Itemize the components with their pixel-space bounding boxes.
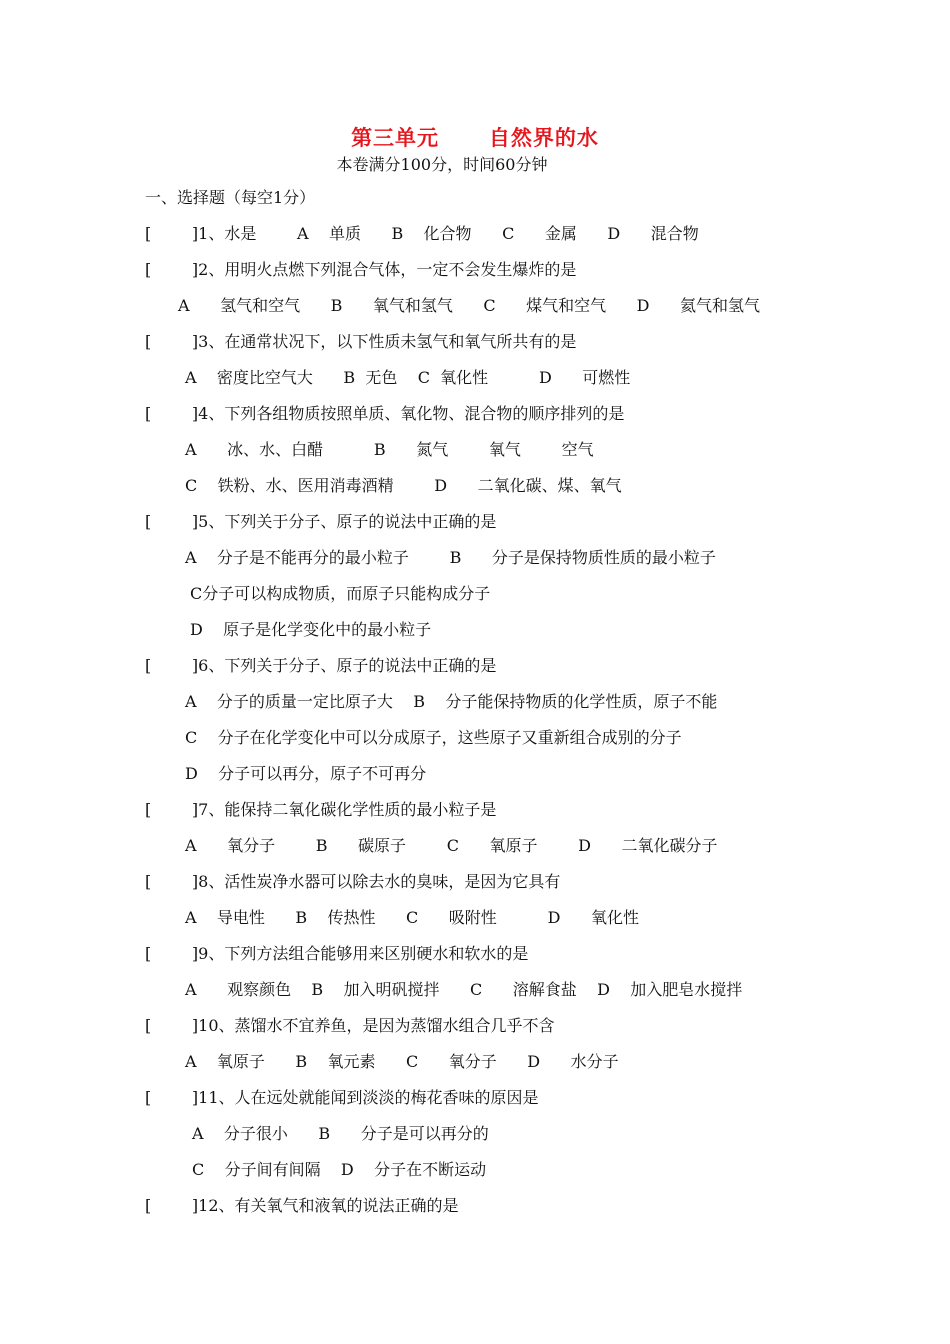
question-2: [ ]2、用明火点燃下列混合气体，一定不会发生爆炸的是: [145, 260, 577, 279]
question-12: [ ]12、有关氧气和液氧的说法正确的是: [145, 1196, 459, 1215]
question-11-options-cd: C 分子间有间隔 D 分子在不断运动: [192, 1160, 487, 1179]
question-4-options-cd: C 铁粉、水、医用消毒酒精 D 二氧化碳、煤、氧气: [185, 476, 622, 495]
question-9: [ ]9、下列方法组合能够用来区别硬水和软水的是: [145, 944, 529, 963]
question-3: [ ]3、在通常状况下，以下性质未氢气和氧气所共有的是: [145, 332, 577, 351]
section-heading: 一、选择题（每空1分）: [145, 188, 316, 207]
question-11: [ ]11、人在远处就能闻到淡淡的梅花香味的原因是: [145, 1088, 539, 1107]
question-5-option-d: D 原子是化学变化中的最小粒子: [190, 620, 432, 639]
question-4-options-ab: A 冰、水、白醋 B 氮气 氧气 空气: [185, 440, 594, 459]
question-6-option-c: C 分子在化学变化中可以分成原子，这些原子又重新组合成别的分子: [185, 728, 682, 747]
question-5: [ ]5、下列关于分子、原子的说法中正确的是: [145, 512, 497, 531]
document-title: 第三单元 自然界的水: [351, 125, 599, 150]
document-subtitle: 本卷满分100分，时间60分钟: [336, 155, 548, 174]
question-2-options: A 氢气和空气 B 氧气和氢气 C 煤气和空气 D 氦气和氢气: [178, 296, 760, 315]
question-8: [ ]8、活性炭净水器可以除去水的臭味，是因为它具有: [145, 872, 561, 891]
question-1: [ ]1、水是 A 单质 B 化合物 C 金属 D 混合物: [145, 224, 699, 243]
question-4: [ ]4、下列各组物质按照单质、氧化物、混合物的顺序排列的是: [145, 404, 625, 423]
question-3-options: A 密度比空气大 B 无色 C 氧化性 D 可燃性: [185, 368, 631, 387]
question-11-options-ab: A 分子很小 B 分子是可以再分的: [192, 1124, 489, 1143]
question-6: [ ]6、下列关于分子、原子的说法中正确的是: [145, 656, 497, 675]
question-8-options: A 导电性 B 传热性 C 吸附性 D 氧化性: [185, 908, 639, 927]
question-5-option-c: C分子可以构成物质，而原子只能构成分子: [190, 584, 491, 603]
question-6-options-ab: A 分子的质量一定比原子大 B 分子能保持物质的化学性质，原子不能: [185, 692, 718, 711]
question-7: [ ]7、能保持二氧化碳化学性质的最小粒子是: [145, 800, 497, 819]
question-10: [ ]10、蒸馏水不宜养鱼，是因为蒸馏水组合几乎不含: [145, 1016, 555, 1035]
question-7-options: A 氧分子 B 碳原子 C 氧原子 D 二氧化碳分子: [185, 836, 718, 855]
question-9-options: A 观察颜色 B 加入明矾搅拌 C 溶解食盐 D 加入肥皂水搅拌: [185, 980, 743, 999]
question-6-option-d: D 分子可以再分，原子不可再分: [185, 764, 427, 783]
question-5-options-ab: A 分子是不能再分的最小粒子 B 分子是保持物质性质的最小粒子: [185, 548, 716, 567]
question-10-options: A 氧原子 B 氧元素 C 氧分子 D 水分子: [185, 1052, 619, 1071]
